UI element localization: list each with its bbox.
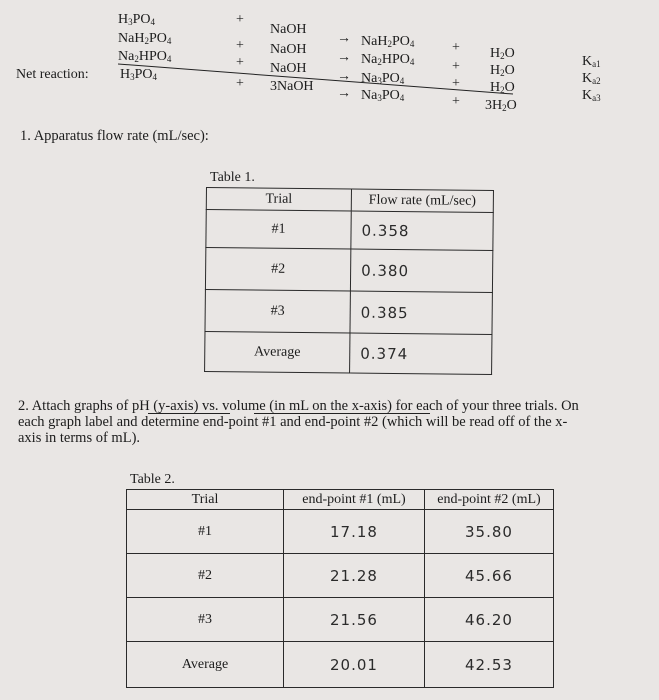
- table-row: [206, 210, 493, 251]
- reactant-2: NaOH: [270, 22, 307, 37]
- plus-sign: +: [236, 12, 244, 27]
- product-1: $Na_2HPO_4$: [361, 52, 415, 67]
- product-2: $H_2O$: [490, 80, 515, 95]
- trial-cell: Average: [127, 642, 284, 688]
- trial-cell: #2: [127, 554, 284, 598]
- table2: [126, 489, 554, 688]
- reactant-1: $NaH_2PO_4$: [118, 31, 172, 46]
- trial-cell: #1: [127, 510, 284, 554]
- net-product-1: $Na_3PO_4$: [361, 88, 405, 103]
- reactant-1: $H_3PO_4$: [118, 12, 156, 27]
- constant-label: $K_{a1}$: [582, 54, 601, 69]
- arrow: →: [337, 86, 351, 101]
- plus-sign: +: [452, 59, 460, 74]
- table-row: [127, 510, 554, 554]
- product-1: $Na_3PO_4$: [361, 71, 405, 86]
- table-row: [127, 642, 554, 688]
- underline-volume: [254, 413, 430, 414]
- arrow: →: [337, 69, 351, 84]
- flowrate-cell: 0.385: [350, 291, 492, 334]
- net-product-2: $3H_2O$: [485, 98, 517, 113]
- plus-sign: +: [452, 94, 460, 109]
- underline-ph: [148, 413, 230, 414]
- trial-cell: #3: [205, 289, 350, 333]
- plus-sign: +: [236, 38, 244, 53]
- table2-header-ep1: end-point #1 (mL): [284, 490, 425, 510]
- constant-label: $K_{a3}$: [582, 88, 601, 103]
- endpoint2-cell: 42.53: [425, 642, 554, 688]
- product-2: $H_2O$: [490, 46, 515, 61]
- endpoint1-cell: 21.56: [284, 598, 425, 642]
- plus-sign: +: [452, 40, 460, 55]
- arrow: →: [337, 50, 351, 65]
- arrow: →: [337, 31, 351, 46]
- plus-sign: +: [236, 55, 244, 70]
- table2-caption: Table 2.: [130, 472, 175, 487]
- trial-cell: #1: [206, 210, 351, 250]
- endpoint1-cell: 17.18: [284, 510, 425, 554]
- constant-label: $K_{a2}$: [582, 71, 601, 86]
- product-1: $NaH_2PO_4$: [361, 34, 415, 49]
- table1-header-trial: Trial: [206, 188, 351, 212]
- endpoint2-cell: 46.20: [425, 598, 554, 642]
- table1-header-flowrate: Flow rate (mL/sec): [351, 189, 493, 212]
- plus-sign: +: [452, 76, 460, 91]
- endpoint1-cell: 20.01: [284, 642, 425, 688]
- table1-caption: Table 1.: [210, 170, 255, 185]
- table-row: [205, 331, 492, 374]
- table1: [204, 187, 494, 375]
- net-reaction-label: Net reaction:: [16, 67, 89, 82]
- table-row: [205, 289, 492, 334]
- section1-heading: 1. Apparatus flow rate (mL/sec):: [20, 128, 209, 144]
- table-row: [127, 554, 554, 598]
- plus-sign: +: [236, 76, 244, 91]
- net-reactant-2: 3NaOH: [270, 79, 314, 94]
- table-row: [205, 248, 492, 293]
- table-row: [127, 598, 554, 642]
- table2-header-ep2: end-point #2 (mL): [425, 490, 554, 510]
- flowrate-cell: 0.358: [351, 211, 493, 250]
- section2-line2: each graph label and determine end-point #1 and end-point #2 (which will be read off of the x-: [18, 414, 568, 430]
- reactant-2: NaOH: [270, 42, 307, 57]
- reactant-2: NaOH: [270, 61, 307, 76]
- product-2: $H_2O$: [490, 63, 515, 78]
- flowrate-cell: 0.374: [350, 333, 492, 374]
- trial-cell: Average: [205, 331, 350, 373]
- section2-line1: 2. Attach graphs of pH (y-axis) vs. volume (in mL on the x-axis) for each of your three trials. On: [18, 398, 579, 414]
- endpoint1-cell: 21.28: [284, 554, 425, 598]
- table2-header-trial: Trial: [127, 490, 284, 510]
- flowrate-cell: 0.380: [350, 249, 492, 292]
- trial-cell: #2: [205, 248, 350, 292]
- trial-cell: #3: [127, 598, 284, 642]
- endpoint2-cell: 45.66: [425, 554, 554, 598]
- section2-line3: axis in terms of mL).: [18, 430, 141, 446]
- reactant-1: $Na_2HPO_4$: [118, 49, 172, 64]
- net-reactant-1: $H_3PO_4$: [120, 67, 158, 82]
- endpoint2-cell: 35.80: [425, 510, 554, 554]
